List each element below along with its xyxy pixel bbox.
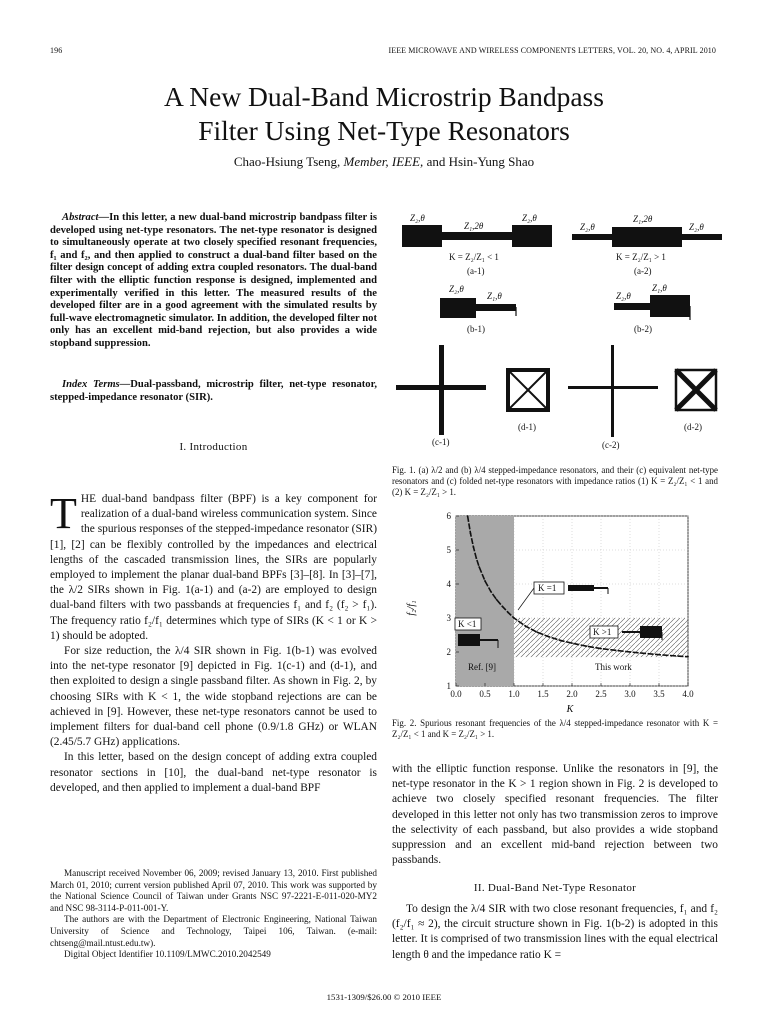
- index-terms: [50, 379, 377, 404]
- label-b1: (b-1): [467, 324, 485, 334]
- author-1: Chao-Hsiung Tseng,: [233, 154, 341, 169]
- data-point: [513, 617, 515, 619]
- authors-and: and: [426, 154, 446, 169]
- label-a2-z2-right: Z₂,θ: [689, 222, 704, 232]
- journal-header: IEEE MICROWAVE AND WIRELESS COMPONENTS LETTERS, VOL. 20, NO. 4, APRIL 2010: [388, 46, 716, 55]
- section-2-body: [392, 902, 718, 963]
- data-point: [586, 645, 588, 647]
- sir-a1-wide-left: [402, 225, 442, 247]
- sir-b2-wide: [650, 295, 690, 317]
- label-b1-z2: Z₂,θ: [449, 284, 464, 294]
- sir-b2-narrow: [614, 303, 650, 310]
- paper-title: [0, 80, 768, 148]
- y-axis-label: f₂/f₁: [406, 600, 417, 616]
- label-c1: (c-1): [432, 437, 450, 447]
- label-a2: (a-2): [634, 266, 652, 276]
- label-a2-z2-left: Z₂,θ: [580, 222, 595, 232]
- copyright-footer: 1531-1309/$26.00 © 2010 IEEE: [326, 992, 442, 1002]
- data-point: [496, 599, 498, 601]
- data-point: [571, 642, 573, 644]
- x-tick-label: 1.0: [508, 689, 520, 699]
- data-point: [658, 654, 660, 656]
- y-tick-label: 1: [446, 681, 451, 691]
- y-tick-label: 6: [446, 511, 451, 521]
- right-para-1: with the elliptic function response. Unlike the resonators in [9], the net-type resonator in the K > 1 region shown in Fig. 2 is developed to achieve two closely specified resonant frequencies. The filter developed in this letter not only has two transmission zeros to improve the selectivity of each passband, but also provides a wide stopband suppression and an excellent mid-band rejection between two passbands.: [392, 763, 718, 867]
- data-point: [478, 566, 480, 568]
- x-tick-label: 3.0: [624, 689, 636, 699]
- data-point: [502, 606, 504, 608]
- x-tick-label: 3.5: [653, 689, 665, 699]
- footnote-doi: Digital Object Identifier 10.1109/LMWC.2010.2042549: [64, 949, 271, 960]
- data-point: [470, 532, 472, 534]
- x-axis-label: K: [566, 704, 574, 715]
- net-resonator-c2: [568, 345, 658, 437]
- abstract-text: In this letter, a new dual-band microstrip bandpass filter is developed using net-type resonators. The net-type resonator is designed to simultaneously operate at two closely specified resonant frequencies, f₁ and f₂, and then applied to construct a dual-band filter based on the filter design concept of adding extra coupled resonators. The dual-band filter with the elliptic function response is designed, implemented and experimentally verified in this letter. The measured results of the developed filter are in a good agreement with the simulated results by full-wave electromagnetic simulator. In addition, the developed filter not only has an excellent mid-band rejection, but also provides a wide stopband suppression.: [50, 212, 377, 349]
- data-point: [484, 580, 486, 582]
- annot-k-lt: K <1: [458, 619, 477, 629]
- section-2-heading: II. Dual-Band Net-Type Resonator: [473, 882, 637, 894]
- right-para-2: To design the λ/4 SIR with two close resonant frequencies, f₁ and f₂ (f₂/f₁ ≈ 2), the circuit structure shown in Fig. 1(b-2) is adopted in this letter. It is comprised of two transmission lines with the equal electrical length θ and the impedance ratio K =: [392, 903, 718, 961]
- abstract-label: Abstract—: [62, 212, 110, 223]
- label-a1-k: K = Z₂/Z₁ < 1: [449, 252, 499, 262]
- label-d1: (d-1): [518, 422, 536, 432]
- data-point: [629, 651, 631, 653]
- data-point: [600, 648, 602, 650]
- sir-b1-narrow: [476, 304, 516, 311]
- x-tick-label: 4.0: [682, 689, 694, 699]
- data-point: [673, 655, 675, 657]
- author-2: Hsin-Yung Shao: [448, 154, 535, 169]
- data-point: [473, 546, 475, 548]
- right-col-body: [392, 762, 718, 868]
- label-c2: (c-2): [602, 440, 620, 450]
- figure-1: [392, 208, 722, 460]
- abstract: [50, 212, 377, 351]
- y-tick-label: 5: [446, 545, 451, 555]
- label-a2-z1: Z₁,2θ: [633, 214, 653, 224]
- shaded-region-k-lt-1: [456, 516, 514, 686]
- net-resonator-d2: [676, 370, 716, 410]
- sir-a1-narrow: [442, 232, 512, 240]
- label-b1-z1: Z₁,θ: [487, 291, 502, 301]
- label-a1-z2-left: Z₂,θ: [410, 213, 425, 223]
- data-point: [644, 652, 646, 654]
- figure-1-caption: Fig. 1. (a) λ/2 and (b) λ/4 stepped-impedance resonators, and their (c) equivalent net-type resonators and (c) folded net-type resonators with impedance ratios (1) K = Z₂/Z₁ < 1 and (2) K = Z₂/Z₁ > 1.: [392, 465, 718, 498]
- index-terms-text: Dual-passband, microstrip filter, net-type resonator, stepped-impedance resonator (SIR).: [50, 379, 377, 403]
- title-line-1: A New Dual-Band Microstrip Bandpass: [164, 81, 604, 112]
- y-tick-label: 4: [446, 579, 451, 589]
- annot-this-work: This work: [595, 662, 632, 672]
- data-point: [560, 640, 562, 642]
- x-tick-label: 1.5: [537, 689, 549, 699]
- x-tick-label: 0.5: [479, 689, 491, 699]
- data-point: [507, 612, 509, 614]
- net-resonator-d1: [508, 370, 548, 410]
- label-a1: (a-1): [467, 266, 485, 276]
- figure-2-caption: Fig. 2. Spurious resonant frequencies of the λ/4 stepped-impedance resonator with K = Z₂/Z₁ < 1 and K = Z₂/Z₁ > 1.: [392, 718, 718, 740]
- data-point: [536, 631, 538, 633]
- data-point: [475, 557, 477, 559]
- author-1-role: Member, IEEE,: [343, 154, 424, 169]
- footnote: [50, 868, 377, 961]
- sir-a2-narrow-left: [572, 234, 612, 240]
- y-tick-label: 3: [446, 613, 451, 623]
- data-point: [525, 625, 527, 627]
- label-b2-z1: Z₁,θ: [652, 283, 667, 293]
- annot-k-eq: K =1: [538, 583, 557, 593]
- footnote-received: Manuscript received November 06, 2009; revised January 13, 2010. First published March 01, 2010; current version published April 07, 2010. This work was supported by the National Science Council of Taiwan under Grants NSC 97-2221-E-011-020-MY2 and NSC 98-3114-P-011-001-Y.: [50, 868, 377, 913]
- authors: [0, 154, 768, 170]
- title-line-2: Filter Using Net-Type Resonators: [198, 115, 570, 146]
- x-tick-label: 2.5: [595, 689, 607, 699]
- label-b2: (b-2): [634, 324, 652, 334]
- x-tick-label: 0.0: [450, 689, 462, 699]
- intro-para-3: In this letter, based on the design concept of adding extra coupled resonator sections in [10], the dual-band net-type resonator is developed, and then applied to implement a dual-band BPF: [50, 751, 377, 794]
- index-terms-label: Index Terms—: [62, 379, 131, 390]
- sir-b1-wide: [440, 298, 476, 318]
- sir-a2-narrow-right: [682, 234, 722, 240]
- page-number: 196: [50, 46, 63, 55]
- annot-ref: Ref. [9]: [468, 662, 496, 672]
- data-point: [615, 649, 617, 651]
- label-d2: (d-2): [684, 422, 702, 432]
- figure-2-chart: [400, 508, 710, 716]
- footnote-affiliation: The authors are with the Department of Electronic Engineering, National Taiwan University of Science and Technology, Taipei 106, Taiwan. (e-mail: chtseng@mail.ntust.edu.tw).: [50, 914, 377, 948]
- data-point: [687, 656, 689, 658]
- intro-para-1: THE dual-band bandpass filter (BPF) is a key component for realization of a dual-band wireless communication system. Since the spurious responses of the stepped-impedance resonator (SIR) [1], [2] can be flexibly controlled by the impedances and electrical lengths of the cascaded transmission lines, the SIRs are popularly employed to implement the planar dual-band BPFs [3]–[8]. In [3]–[7], the λ/2 SIRs shown in Fig. 1(a-1) and (a-2) are employed to design dual-band filters with two passbands at frequencies f₁ and f₂ (f₂ > f₁). The frequency ratio f₂/f₁ determines which type of SIRs (K < 1 or K > 1) should be adopted.: [50, 489, 377, 642]
- sir-a1-wide-right: [512, 225, 552, 247]
- y-tick-label: 2: [446, 647, 451, 657]
- data-point: [490, 591, 492, 593]
- intro-para-2: For size reduction, the λ/4 SIR shown in Fig. 1(b-1) was evolved into the net-type resonator [9] depicted in Fig. 1(c-1) and (d-1), and then exploited to design a single passband filter. As shown in Fig. 2, by choosing SIRs with K < 1, the wide stopband rejections are can be achieved in [9]. However, these net-type resonators cannot be used to implement filters for dual-band cell phone (0.9/1.8 GHz) or WLAN (2.45/5.7 GHz) applications.: [50, 645, 377, 749]
- label-a1-z1: Z₁,2θ: [464, 221, 484, 231]
- label-a2-k: K = Z₂/Z₁ > 1: [616, 252, 666, 262]
- annot-k-gt: K >1: [593, 627, 612, 637]
- net-resonator-c1: [396, 345, 486, 435]
- x-tick-label: 2.0: [566, 689, 578, 699]
- intro-body: [50, 489, 377, 796]
- sir-a2-wide: [612, 227, 682, 247]
- dropcap: T: [50, 489, 77, 538]
- data-point: [467, 515, 469, 517]
- label-a1-z2-right: Z₂,θ: [522, 213, 537, 223]
- label-b2-z2: Z₂,θ: [616, 291, 631, 301]
- data-point: [548, 636, 550, 638]
- section-1-heading: I. Introduction: [179, 441, 248, 453]
